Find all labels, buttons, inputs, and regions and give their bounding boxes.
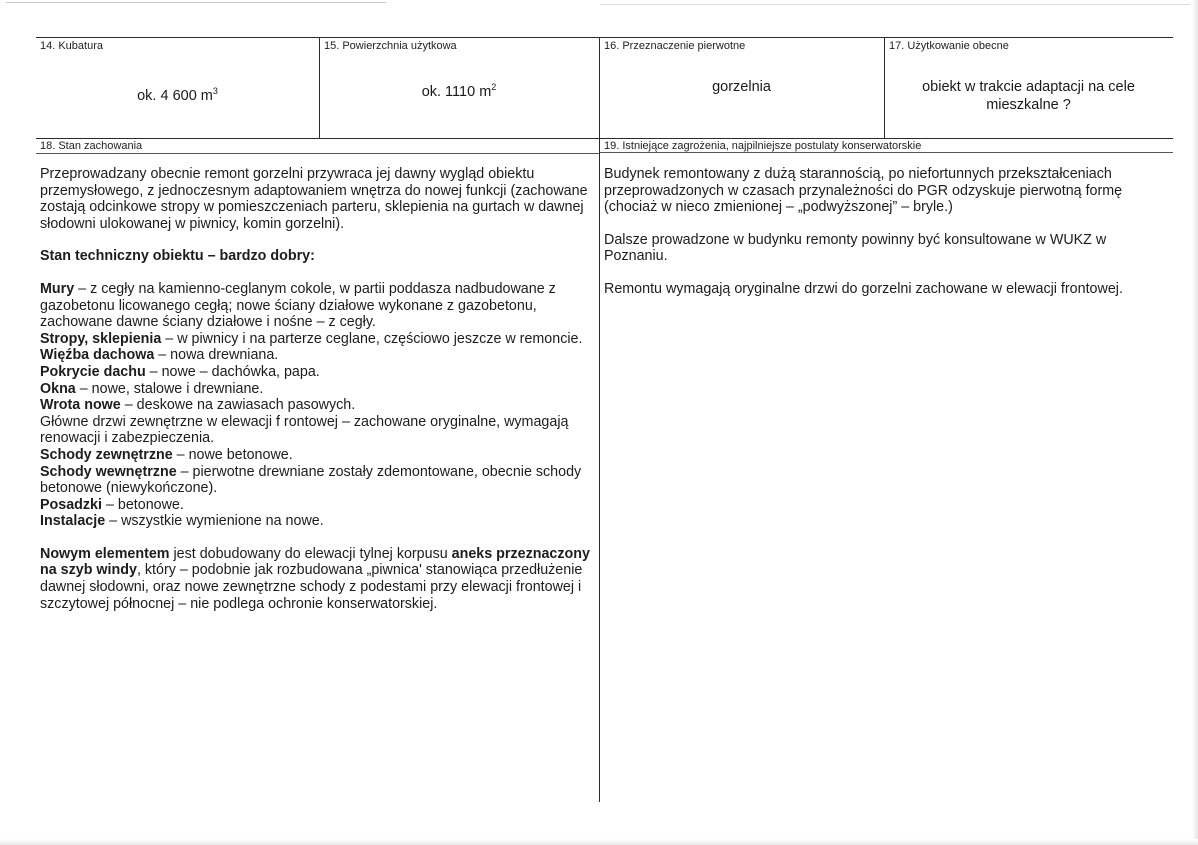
powierzchnia-value <box>319 78 599 101</box>
stan-item-term: Schody wewnętrzne <box>40 463 177 480</box>
stan-zachowania-body <box>40 166 592 612</box>
stan-item-text: Główne drzwi zewnętrzne w elewacji f rontowej – zachowane oryginalne, wymagają renowacji i zabezpieczenia. <box>40 413 569 447</box>
stan-item <box>40 414 592 447</box>
grid-label-border-18 <box>36 153 599 154</box>
stan-zachowania-label: 18. Stan zachowania <box>40 140 143 152</box>
kubatura-value-text: ok. 4 600 m <box>137 87 213 104</box>
stan-item <box>40 331 592 348</box>
grid-top-border <box>36 37 1173 38</box>
stan-item-term: Schody zewnętrzne <box>40 446 173 463</box>
zagrozenia-paragraph-1: Budynek remontowany z dużą starannością, po niefortunnych przekształceniach przeprowadzonych w czasach przynależności do PGR odzyskuje pierwotną formę (chociaż w nieco zmienionej – „podwyższonej” – bryle.) <box>604 166 1123 216</box>
aneks-term: aneks przeznaczony na szyb windy <box>40 545 590 579</box>
stan-intro-paragraph: Przeprowadzany obecnie remont gorzelni przywraca jej dawny wygląd obiektu przemysłowego, z jednoczesnym adaptowaniem wnętrza do nowej funkcji (zachowane zostają odcinkowe stropy w pomieszczeniach parteru, sklepienia na gurtach w dawnej słodowni ulokowanej w piwnicy, komin gorzelni). <box>40 166 588 232</box>
zagrozenia-paragraph-3: Remontu wymagają oryginalne drzwi do gorzelni zachowane w elewacji frontowej. <box>604 280 1123 297</box>
nowy-element-text-1: jest dobudowany do elewacji tylnej korpusu <box>169 545 452 562</box>
kubatura-unit-exponent: 3 <box>212 86 218 96</box>
stan-techniczny-heading-text: Stan techniczny obiektu – bardzo dobry: <box>40 248 315 265</box>
grid-mid-border <box>36 138 1173 139</box>
stan-item-text: – w piwnicy i na parterze ceglane, częściowo jeszcze w remoncie. <box>161 330 583 347</box>
grid-label-border-19 <box>599 152 1173 153</box>
stan-item <box>40 281 592 331</box>
powierzchnia-value-text: ok. 1110 m <box>421 83 492 100</box>
uzytkowanie-value-line1: obiekt w trakcie adaptacji na cele <box>922 79 1135 95</box>
stan-item-term: Instalacje <box>40 513 106 530</box>
stan-item <box>40 364 592 381</box>
stan-item-term: Posadzki <box>40 496 102 513</box>
stan-item <box>40 347 592 364</box>
nowy-element-paragraph <box>40 546 592 612</box>
przeznaczenie-label: 16. Przeznaczenie pierwotne <box>604 40 746 52</box>
stan-item <box>40 513 592 530</box>
powierzchnia-label: 15. Powierzchnia użytkowa <box>324 40 457 52</box>
przeznaczenie-value: gorzelnia <box>712 79 771 95</box>
uzytkowanie-label: 17. Użytkowanie obecne <box>889 40 1009 52</box>
uzytkowanie-value-line2: mieszkalne ? <box>986 97 1071 113</box>
stan-item-term: Okna <box>40 380 76 397</box>
stan-item-text: – nowa drewniana. <box>154 347 279 364</box>
stan-item-text: – nowe – dachówka, papa. <box>145 363 320 380</box>
stan-item-text: – z cegły na kamienno-ceglanym cokole, w partii poddasza nadbudowane z gazobetonu licowanego cegłą; nowe ściany działowe wykonane z gazobetonu, zachowane dawne ściany działowe i nośne – z cegły. <box>40 280 556 331</box>
stan-item-text: – deskowe na zawiasach pasowych. <box>120 397 356 414</box>
scan-top-rule-2 <box>600 4 1190 5</box>
zagrozenia-label: 19. Istniejące zagrożenia, najpilniejsze postulaty konserwatorskie <box>604 140 922 152</box>
scan-top-rule <box>6 2 386 3</box>
zagrozenia-paragraph-2: Dalsze prowadzone w budynku remonty powinny być konsultowane w WUKZ w Poznaniu. <box>604 231 1107 265</box>
stan-techniczny-heading <box>40 248 592 265</box>
stan-items-list <box>40 281 592 530</box>
stan-item-term: Pokrycie dachu <box>40 363 146 380</box>
kubatura-label: 14. Kubatura <box>40 40 103 52</box>
zagrozenia-body <box>604 166 1166 298</box>
stan-item <box>40 447 592 464</box>
stan-item-text: – nowe betonowe. <box>172 446 293 463</box>
stan-item-term: Stropy, sklepienia <box>40 330 162 347</box>
scan-right-edge <box>1192 0 1198 845</box>
uzytkowanie-value <box>884 78 1173 114</box>
stan-item-text: – wszystkie wymienione na nowe. <box>105 513 324 530</box>
stan-item-text: – nowe, stalowe i drewniane. <box>75 380 264 397</box>
stan-item <box>40 497 592 514</box>
grid-vline-2 <box>599 37 600 802</box>
stan-item-term: Więźba dachowa <box>40 347 155 364</box>
stan-item <box>40 397 592 414</box>
stan-item-term: Mury <box>40 280 75 297</box>
stan-item-text: – betonowe. <box>101 496 184 513</box>
stan-item-term: Wrota nowe <box>40 397 121 414</box>
powierzchnia-unit-exponent: 2 <box>491 82 497 92</box>
stan-item-text: – pierwotne drewniane zostały zdemontowane, obecnie schody betonowe (niewykończone). <box>40 463 582 497</box>
stan-item <box>40 381 592 398</box>
kubatura-value <box>36 82 319 105</box>
stan-item <box>40 464 592 497</box>
nowy-element-term: Nowym elementem <box>40 545 170 562</box>
scan-bottom-edge <box>0 839 1198 845</box>
nowy-element-text-2: , który – podobnie jak rozbudowana „piwnica' stanowiąca przedłużenie dawnej słodowni, oraz nowe zewnętrzne schody z podestami przy elewacji frontowej i szczytowej północnej – nie podlega ochronie konserwatorskiej. <box>40 562 583 612</box>
